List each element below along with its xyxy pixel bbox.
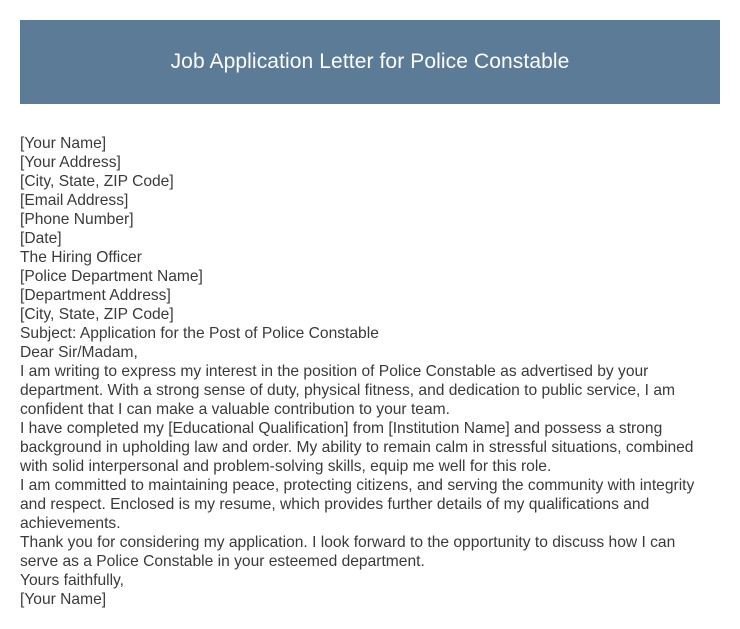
closing: Yours faithfully, [20, 572, 125, 589]
signature-name: [Your Name] [20, 591, 107, 608]
paragraph-interest [20, 362, 725, 419]
sender-email: [Email Address] [20, 192, 129, 209]
paragraph-line: with solid interpersonal and problem-solving skills, equip me well for this role. [20, 458, 552, 475]
recipient-title: The Hiring Officer [20, 249, 142, 266]
recipient-department: [Police Department Name] [20, 268, 203, 285]
paragraph-line: background in upholding law and order. My ability to remain calm in stressful situations, combined [20, 439, 694, 456]
sender-address: [Your Address] [20, 154, 121, 171]
paragraph-thanks [20, 533, 725, 571]
recipient-city: [City, State, ZIP Code] [20, 306, 174, 323]
paragraph-line: serve as a Police Constable in your esteemed department. [20, 553, 425, 570]
paragraph-qualifications [20, 419, 725, 476]
paragraph-line: I am committed to maintaining peace, protecting citizens, and serving the community with integrity [20, 477, 695, 494]
paragraph-line: department. With a strong sense of duty, physical fitness, and dedication to public service, I am [20, 382, 675, 399]
recipient-address: [Department Address] [20, 287, 171, 304]
paragraph-line: I am writing to express my interest in the position of Police Constable as advertised by your [20, 363, 649, 380]
letter-body [20, 134, 725, 609]
salutation: Dear Sir/Madam, [20, 344, 138, 361]
title-banner [20, 20, 720, 104]
paragraph-line: achievements. [20, 515, 121, 532]
paragraph-commitment [20, 476, 725, 533]
paragraph-line: and respect. Enclosed is my resume, which provides further details of my qualifications and [20, 496, 650, 513]
paragraph-line: confident that I can make a valuable contribution to your team. [20, 401, 450, 418]
sender-name: [Your Name] [20, 135, 107, 152]
paragraph-line: I have completed my [Educational Qualification] from [Institution Name] and possess a strong [20, 420, 663, 437]
page-title: Job Application Letter for Police Constable [170, 50, 570, 73]
letter-date: [Date] [20, 230, 62, 247]
paragraph-line: Thank you for considering my application. I look forward to the opportunity to discuss how I can [20, 534, 676, 551]
sender-phone: [Phone Number] [20, 211, 134, 228]
subject-line: Subject: Application for the Post of Police Constable [20, 325, 379, 342]
sender-city: [City, State, ZIP Code] [20, 173, 174, 190]
